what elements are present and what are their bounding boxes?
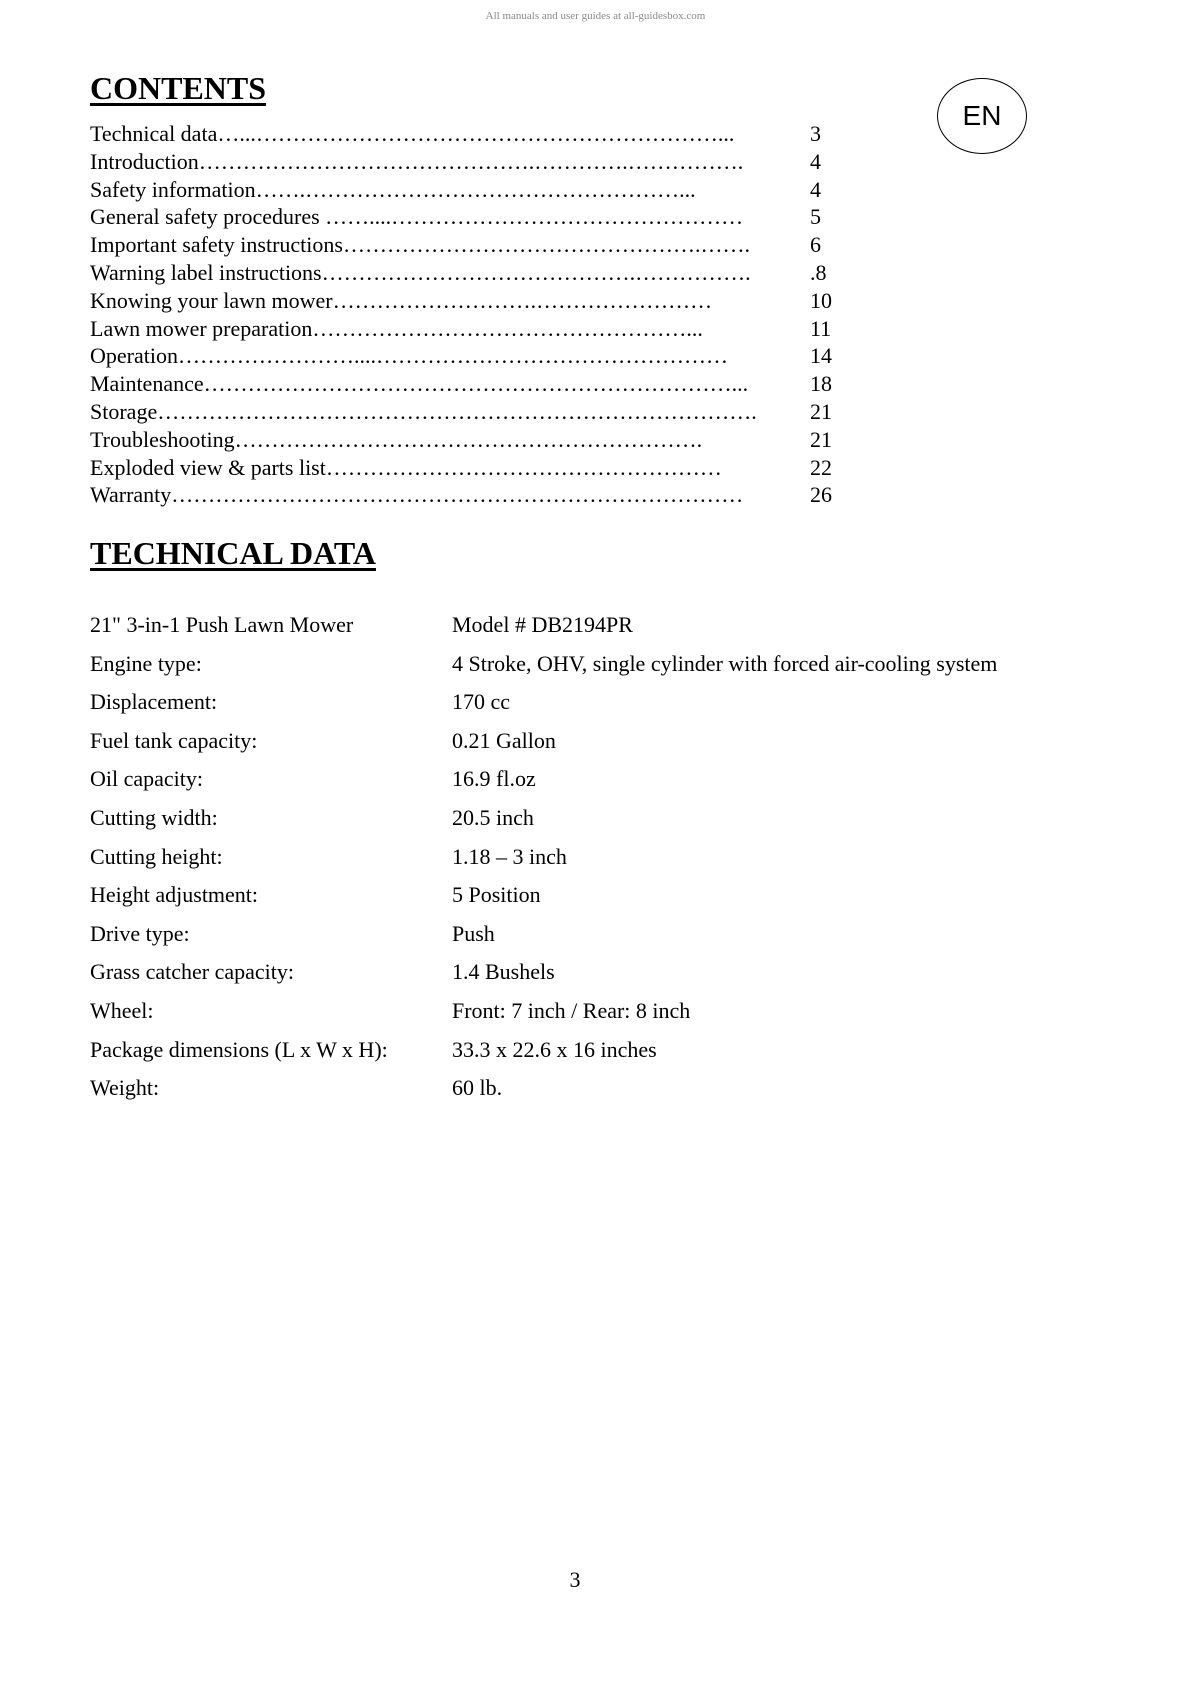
toc-entry-page: 11 bbox=[810, 315, 832, 341]
technical-data-heading: TECHNICAL DATA bbox=[90, 535, 376, 571]
spec-value: 60 lb. bbox=[452, 1075, 503, 1101]
toc-entry-page: 26 bbox=[810, 482, 832, 508]
spec-row bbox=[90, 764, 997, 803]
spec-label: 21" 3-in-1 Push Lawn Mower bbox=[90, 612, 354, 637]
spec-label: Fuel tank capacity: bbox=[90, 727, 258, 753]
spec-label: Grass catcher capacity: bbox=[90, 959, 294, 985]
spec-value: 4 Stroke, OHV, single cylinder with forced air-cooling system bbox=[452, 650, 998, 676]
toc-entry-page: .8 bbox=[810, 259, 827, 285]
toc-entry-title: General safety procedures ……....………………………………………… bbox=[90, 204, 744, 230]
toc-entry-title: Warranty…………………………………………………………………… bbox=[90, 482, 744, 508]
spec-value: Push bbox=[452, 920, 495, 946]
toc-entry-page: 22 bbox=[810, 454, 832, 480]
spec-row bbox=[90, 726, 997, 765]
spec-label: Cutting height: bbox=[90, 843, 223, 869]
toc-entry bbox=[90, 454, 832, 482]
spec-row bbox=[90, 1035, 997, 1074]
spec-value: 1.4 Bushels bbox=[452, 959, 555, 985]
toc-entry-page: 4 bbox=[810, 148, 821, 174]
toc-entry bbox=[90, 481, 832, 509]
toc-entry bbox=[90, 148, 832, 176]
spec-label: Wheel: bbox=[90, 997, 154, 1023]
toc-entry bbox=[90, 203, 832, 231]
spec-value: 0.21 Gallon bbox=[452, 727, 556, 753]
toc-entry bbox=[90, 176, 832, 204]
toc-entry bbox=[90, 315, 832, 343]
spec-label: Engine type: bbox=[90, 650, 202, 676]
toc-entry bbox=[90, 398, 832, 426]
spec-row bbox=[90, 880, 997, 919]
toc-entry bbox=[90, 342, 832, 370]
spec-label: Cutting width: bbox=[90, 804, 218, 830]
toc-entry-title: Troubleshooting………………………………………………………. bbox=[90, 426, 703, 452]
toc-entry-title: Storage………………………………………………………………………. bbox=[90, 398, 757, 424]
toc-entry bbox=[90, 426, 832, 454]
toc-entry-page: 14 bbox=[810, 343, 832, 369]
toc-entry-title: Introduction……………………………………….………….……………. bbox=[90, 148, 744, 174]
spec-value: 33.3 x 22.6 x 16 inches bbox=[452, 1036, 657, 1062]
toc-entry-page: 10 bbox=[810, 287, 832, 313]
spec-value: 170 cc bbox=[452, 689, 511, 715]
spec-value: 5 Position bbox=[452, 882, 541, 908]
spec-row bbox=[90, 649, 997, 688]
toc-entry bbox=[90, 259, 832, 287]
spec-label: Package dimensions (L x W x H): bbox=[90, 1036, 388, 1062]
toc-entry-title: Safety information…….……………………………………………... bbox=[90, 176, 696, 202]
toc-entry-title: Lawn mower preparation……………………………………………... bbox=[90, 315, 703, 341]
page-number: 3 bbox=[569, 1567, 581, 1592]
watermark-text: All manuals and user guides at all-guidesbox.com bbox=[485, 10, 706, 22]
toc-entry-page: 6 bbox=[810, 232, 821, 258]
spec-row bbox=[90, 957, 997, 996]
toc-entry bbox=[90, 287, 832, 315]
contents-heading: CONTENTS bbox=[90, 70, 267, 106]
spec-value: 20.5 inch bbox=[452, 804, 534, 830]
toc-entry-title: Technical data…...………………………………………………………... bbox=[90, 121, 735, 146]
toc-entry bbox=[90, 231, 832, 259]
toc-entry-page: 18 bbox=[810, 371, 832, 397]
toc-entry-title: Warning label instructions…………………………………….……………. bbox=[90, 259, 751, 285]
toc-entry-title: Important safety instructions………………………………………….……. bbox=[90, 232, 750, 258]
toc-entry-title: Maintenance………………………………………………………………... bbox=[90, 371, 749, 397]
spec-value: 16.9 fl.oz bbox=[452, 766, 536, 792]
toc-entry-title: Operation……………………....………………………………………… bbox=[90, 343, 728, 369]
toc-entry-title: Knowing your lawn mower……………………….…………………… bbox=[90, 287, 713, 313]
spec-row bbox=[90, 919, 997, 958]
language-badge: EN bbox=[937, 78, 1027, 154]
spec-value: 1.18 – 3 inch bbox=[452, 843, 567, 869]
spec-label: Displacement: bbox=[90, 689, 218, 715]
toc-entry-page: 21 bbox=[810, 426, 832, 452]
toc-entry bbox=[90, 120, 832, 148]
toc-entry-page: 5 bbox=[810, 204, 821, 230]
spec-row bbox=[90, 610, 997, 649]
spec-row bbox=[90, 803, 997, 842]
toc-entry-page: 21 bbox=[810, 398, 832, 424]
spec-row bbox=[90, 687, 997, 726]
toc-entry-page: 4 bbox=[810, 176, 821, 202]
toc-entry bbox=[90, 370, 832, 398]
spec-row bbox=[90, 1073, 997, 1112]
toc-entry-page: 3 bbox=[810, 121, 821, 146]
spec-label: Drive type: bbox=[90, 920, 190, 946]
spec-row bbox=[90, 842, 997, 881]
spec-label: Oil capacity: bbox=[90, 766, 204, 792]
spec-label: Height adjustment: bbox=[90, 882, 259, 908]
toc-entry-title: Exploded view & parts list……………………………………………… bbox=[90, 454, 722, 480]
technical-data-table bbox=[90, 610, 997, 1112]
table-of-contents bbox=[90, 120, 832, 509]
spec-label: Weight: bbox=[90, 1075, 160, 1101]
spec-row bbox=[90, 996, 997, 1035]
spec-value: Model # DB2194PR bbox=[452, 612, 633, 637]
spec-value: Front: 7 inch / Rear: 8 inch bbox=[452, 997, 691, 1023]
